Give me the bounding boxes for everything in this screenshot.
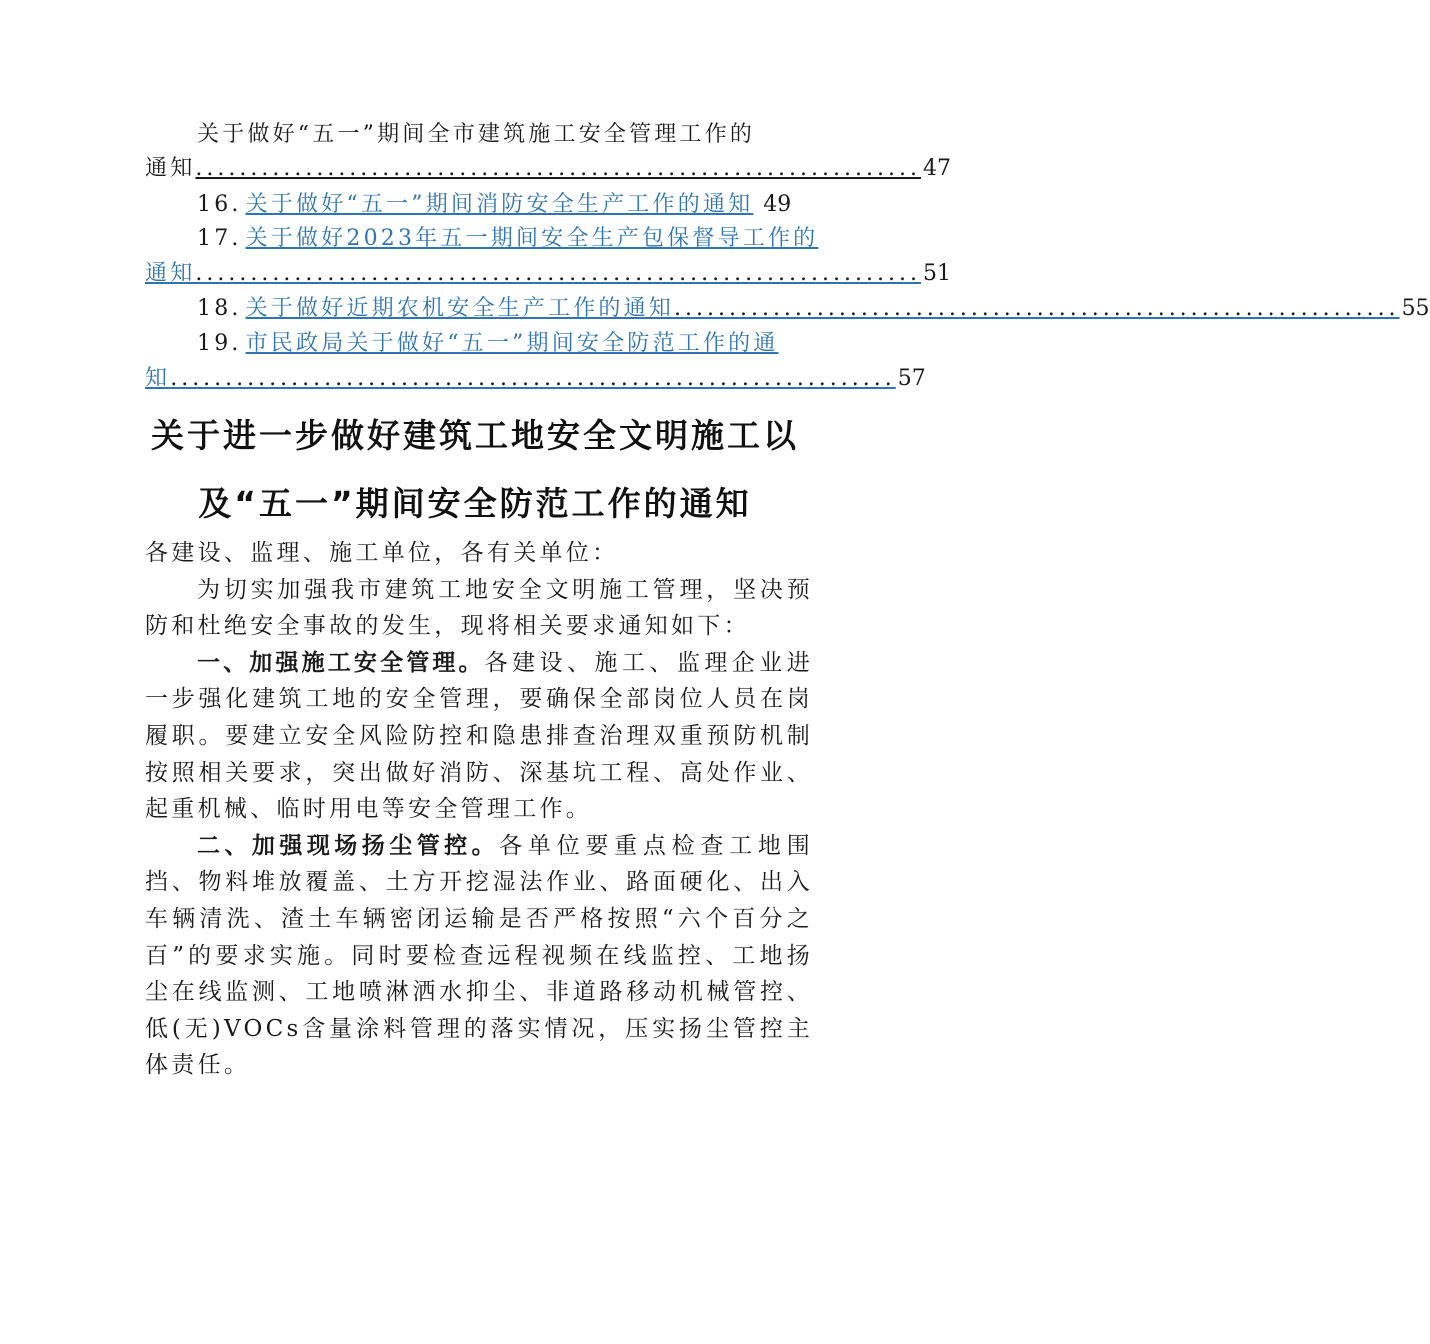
section-1-heading: 一、加强施工安全管理。 xyxy=(197,649,485,676)
section-2-body: 各单位要重点检查工地围挡、物料堆放覆盖、土方开挖湿法作业、路面硬化、出入车辆清洗、渣土车辆密闭运输是否严格按照“六个百分之百”的要求实施。同时要检查远程视频在线监控、工地扬尘在线监测、工地喷淋洒水抑尘、非道路移动机械管控、低(无)VOCs含量涂料管理的落实情况，压实扬尘管控主体责任。 xyxy=(145,832,813,1079)
toc-entry-18-link[interactable]: 关于做好近期农机安全生产工作的通知 xyxy=(245,296,674,321)
toc-entry-17-line2[interactable] xyxy=(145,257,951,291)
toc-entry-17-link-end[interactable]: 通知 xyxy=(145,261,196,286)
toc-entry-15-title-end: 通知 xyxy=(145,156,196,181)
toc-entry-16[interactable] xyxy=(145,188,805,222)
toc-leader-dots: .................................................................. xyxy=(674,296,1400,321)
toc-entry-15-line2[interactable] xyxy=(145,152,951,186)
document-title-line1: 关于进一步做好建筑工地安全文明施工以 xyxy=(151,416,799,455)
toc-page-number: 57 xyxy=(897,366,926,391)
document-title-line2: 及“五一”期间安全防范工作的通知 xyxy=(198,484,752,523)
intro-paragraph: 为切实加强我市建筑工地安全文明施工管理，坚决预防和杜绝安全事故的发生，现将相关要求通知如下： xyxy=(145,576,813,640)
section-2-heading: 二、加强现场扬尘管控。 xyxy=(197,832,500,859)
toc-entry-number: 18. xyxy=(197,296,242,321)
toc-leader-dots: .................................................................. xyxy=(195,261,921,286)
toc-page-number: 51 xyxy=(922,261,951,286)
toc-leader-dots: .................................................................. xyxy=(170,366,896,391)
document-body xyxy=(145,535,813,1084)
toc-entry-19-link[interactable]: 市民政局关于做好“五一”期间安全防范工作的通 xyxy=(245,331,779,356)
section-1-paragraph xyxy=(145,645,813,828)
toc-entry-18[interactable] xyxy=(145,292,1430,326)
toc-entry-15-line1: 关于做好“五一”期间全市建筑施工安全管理工作的 xyxy=(197,122,756,147)
toc-entry-16-link[interactable]: 关于做好“五一”期间消防安全生产工作的通知 xyxy=(245,192,754,217)
toc-entry-19-line2[interactable] xyxy=(145,362,926,396)
toc-entry-number: 16. xyxy=(197,192,242,217)
toc-entry-number: 17. xyxy=(197,226,242,251)
toc-entry-19-line1[interactable] xyxy=(145,327,805,361)
salutation: 各建设、监理、施工单位，各有关单位： xyxy=(145,540,619,566)
toc-entry-19-link-end[interactable]: 知 xyxy=(145,366,171,391)
toc-page-number: 49 xyxy=(763,192,792,217)
section-1-body: 各建设、施工、监理企业进一步强化建筑工地的安全管理，要确保全部岗位人员在岗履职。要建立安全风险防控和隐患排查治理双重预防机制按照相关要求，突出做好消防、深基坑工程、高处作业、起重机械、临时用电等安全管理工作。 xyxy=(145,649,813,823)
toc-leader-dots: .................................................................. xyxy=(195,156,921,181)
toc-page-number: 55 xyxy=(1401,296,1430,321)
toc-page-number: 47 xyxy=(922,156,951,181)
section-2-paragraph xyxy=(145,828,813,1084)
toc-entry-17-link[interactable]: 关于做好2023年五一期间安全生产包保督导工作的 xyxy=(245,226,819,251)
toc-entry-17-line1[interactable] xyxy=(145,222,819,256)
toc-entry-number: 19. xyxy=(197,331,242,356)
